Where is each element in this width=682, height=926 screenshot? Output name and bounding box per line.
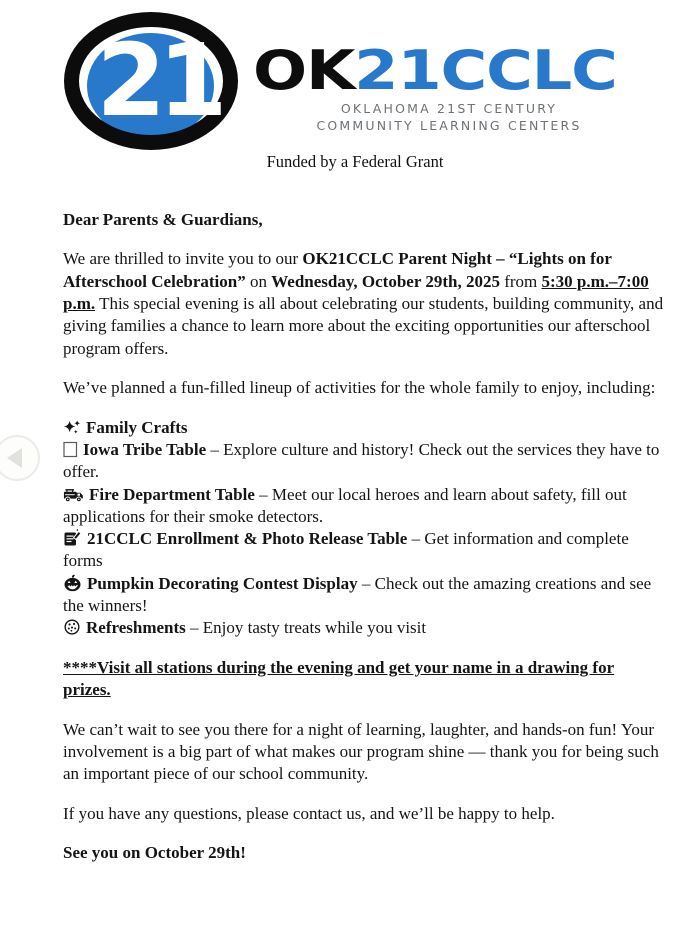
invite-lead: We are thrilled to invite you to our — [63, 249, 303, 269]
activity-description: – Explore culture and history! Check out the services they have to offer. — [63, 439, 660, 482]
activity-family-crafts — [63, 417, 664, 439]
activity-title: Iowa Tribe Table — [83, 439, 207, 459]
lineup-intro: We’ve planned a fun-filled lineup of activities for the whole family to enjoy, including: — [63, 378, 656, 398]
event-name: OK21CCLC Parent Night – “Lights on for Afterschool Celebration” — [63, 249, 612, 291]
activity-iowa-tribe-table — [63, 439, 664, 484]
event-date: Wednesday, October 29th, 2025 — [271, 271, 500, 291]
activity-refreshments — [63, 617, 664, 639]
invite-on: on — [245, 271, 272, 291]
funded-note: Funded by a Federal Grant — [266, 152, 444, 171]
wordmark-ok: OK — [253, 39, 355, 102]
activity-description: – Enjoy tasty treats while you visit — [185, 618, 427, 638]
cookie-icon — [63, 618, 81, 636]
activity-fire-department-table — [63, 484, 664, 529]
activity-description: – Get information and complete forms — [63, 529, 629, 571]
invite-paragraph — [63, 248, 664, 359]
prizes-note: ****Visit all stations during the evening and get your name in a drawing for prizes. — [63, 657, 615, 700]
fire-truck-icon — [63, 487, 84, 503]
activity-enrollment-table — [63, 528, 664, 573]
logo-tagline — [253, 101, 645, 134]
activity-description: – Meet our local heroes and learn about safety, fill out applications for their smoke detectors. — [63, 484, 627, 526]
activity-title: Refreshments — [86, 618, 186, 638]
activities-list — [63, 417, 664, 640]
previous-arrow-icon — [7, 448, 22, 468]
activity-title: Family Crafts — [86, 417, 188, 437]
ok21cclc-logo-badge — [64, 12, 238, 150]
salutation: Dear Parents & Guardians, — [63, 210, 263, 229]
activity-title: Fire Department Table — [89, 484, 255, 504]
activity-pumpkin-contest — [63, 573, 664, 618]
letter-body — [63, 209, 664, 882]
activity-description: – Check out the amazing creations and see the winners! — [63, 573, 652, 616]
event-time: 5:30 p.m.–7:00 p.m. — [63, 271, 649, 314]
jack-o-lantern-icon — [63, 574, 82, 592]
tagline-line-1: OKLAHOMA 21ST CENTURY — [340, 101, 558, 116]
invite-from: from — [499, 271, 542, 291]
ballot-box-icon — [63, 441, 78, 458]
activity-title: Pumpkin Decorating Contest Display — [87, 573, 358, 593]
ok21cclc-wordmark — [253, 39, 617, 102]
memo-icon — [63, 529, 82, 547]
tagline-line-2: COMMUNITY LEARNING CENTERS — [316, 117, 582, 133]
invite-rest: This special evening is all about celebrating our students, building community, and giving families a chance to learn more about the exciting opportunities our afterschool program offers. — [63, 294, 664, 358]
wordmark-21cclc: 21CCLC — [354, 39, 617, 102]
appreciation-paragraph: We can’t wait to see you there for a night of learning, laughter, and hands-on fun! Your involvement is a big part of what makes our program shine — thank you for being such an important piece of our school community. — [63, 719, 659, 784]
sparkles-icon — [63, 419, 81, 436]
logo-badge-number: 21 — [96, 22, 220, 139]
closing-line: See you on October 29th! — [63, 843, 246, 863]
carousel-previous-button[interactable] — [0, 435, 40, 481]
activity-title: 21CCLC Enrollment & Photo Release Table — [87, 529, 408, 549]
questions-paragraph: If you have any questions, please contact us, and we’ll be happy to help. — [63, 803, 555, 823]
